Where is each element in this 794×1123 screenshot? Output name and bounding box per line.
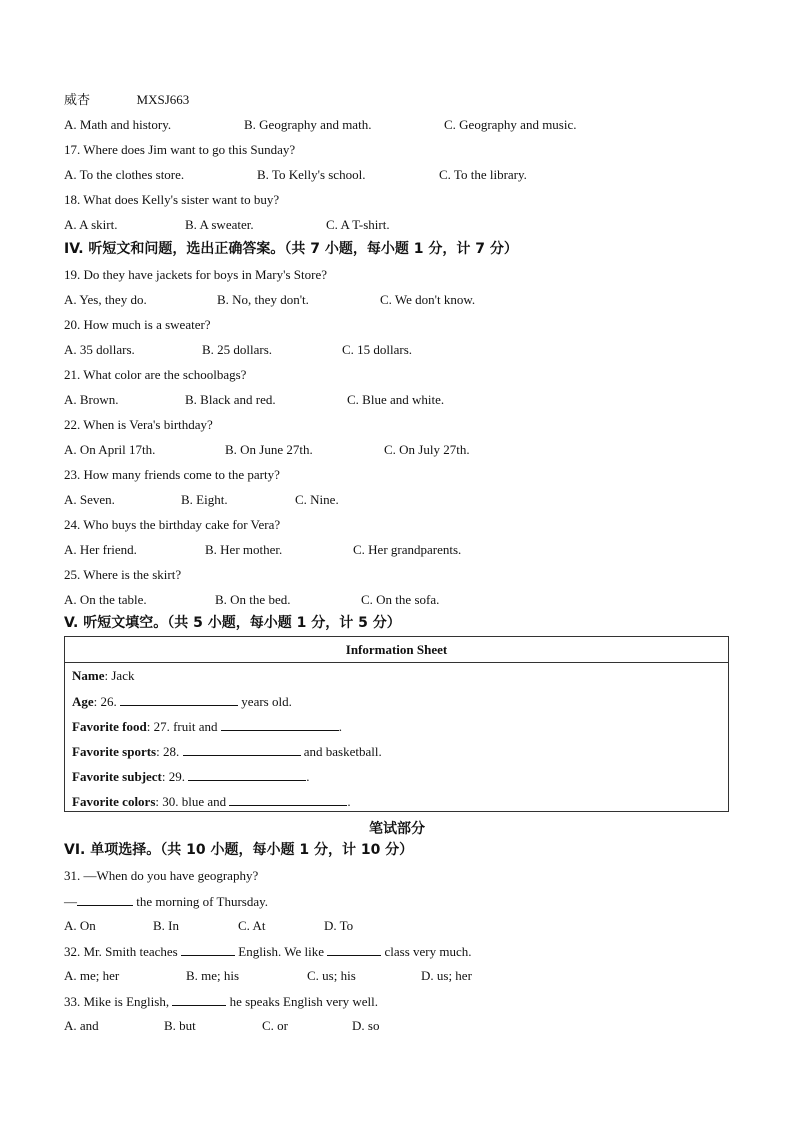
q23-stem: 23. How many friends come to the party?: [64, 467, 280, 482]
q25-option-a: A. On the table.: [64, 592, 147, 607]
q20-stem: 20. How much is a sweater?: [64, 317, 211, 332]
page-header: [64, 92, 189, 108]
q22-options: [64, 442, 744, 458]
header-left: 威杏: [64, 92, 91, 107]
info-age-label: Age: [72, 694, 94, 709]
q33-option-d: D. so: [352, 1018, 380, 1033]
q25-stem: 25. Where is the skirt?: [64, 567, 182, 582]
q24-stem: 24. Who buys the birthday cake for Vera?: [64, 517, 281, 532]
info-age-suffix: years old.: [238, 694, 292, 709]
q16-option-b: B. Geography and math.: [244, 117, 372, 132]
q31-reply: [64, 893, 268, 910]
info-row-age: [72, 693, 292, 710]
blank-32b[interactable]: [327, 943, 381, 956]
q31-option-b: B. In: [153, 918, 179, 933]
q31-option-a: A. On: [64, 918, 96, 933]
q22-option-c: C. On July 27th.: [384, 442, 470, 457]
section-v-title: V. 听短文填空。（共 5 小题，每小题 1 分，计 5 分）: [64, 615, 401, 631]
q22-option-a: A. On April 17th.: [64, 442, 156, 457]
q21-option-b: B. Black and red.: [185, 392, 276, 407]
q33-text-2: he speaks English very well.: [226, 994, 378, 1009]
q32-option-c: C. us; his: [307, 968, 356, 983]
written-part-title: 笔试部分: [369, 821, 425, 837]
info-colors-suffix: .: [347, 794, 351, 809]
q32-option-b: B. me; his: [186, 968, 240, 983]
q31-dash: —: [64, 894, 77, 909]
info-age-number: : 26.: [93, 694, 121, 709]
info-name-label: Name: [72, 668, 105, 683]
q23-option-c: C. Nine.: [295, 492, 339, 507]
blank-26[interactable]: [120, 693, 238, 706]
section-iv-title: IV. 听短文和问题，选出正确答案。（共 7 小题，每小题 1 分，计 7 分）: [64, 241, 518, 257]
info-sports-suffix: and basketball.: [300, 744, 382, 759]
info-subject-label: Favorite subject: [72, 769, 162, 784]
q24-options: [64, 542, 744, 558]
q32-text-1: 32. Mr. Smith teaches: [64, 944, 181, 959]
info-name-value: : Jack: [104, 668, 135, 683]
q23-option-a: A. Seven.: [64, 492, 115, 507]
information-sheet-heading: Information Sheet: [65, 637, 728, 663]
q33-stem: [64, 993, 378, 1010]
information-sheet-table: [64, 636, 729, 812]
q19-stem: 19. Do they have jackets for boys in Mary's Store?: [64, 267, 328, 282]
info-row-subject: [72, 768, 310, 785]
q17-option-a: A. To the clothes store.: [64, 167, 185, 182]
info-row-food: [72, 718, 342, 735]
q17-stem: 17. Where does Jim want to go this Sunday?: [64, 142, 296, 157]
info-row-name: [72, 668, 134, 684]
info-food-suffix: .: [338, 719, 342, 734]
q16-options: [64, 117, 744, 133]
info-food-label: Favorite food: [72, 719, 147, 734]
q18-option-a: A. A skirt.: [64, 217, 118, 232]
q19-option-b: B. No, they don't.: [217, 292, 309, 307]
q19-options: [64, 292, 744, 308]
q31-options: [64, 918, 744, 934]
q17-option-b: B. To Kelly's school.: [257, 167, 366, 182]
q17-option-c: C. To the library.: [439, 167, 527, 182]
info-colors-label: Favorite colors: [72, 794, 156, 809]
info-colors-prefix: : 30. blue and: [155, 794, 230, 809]
q21-stem: 21. What color are the schoolbags?: [64, 367, 247, 382]
info-subject-suffix: .: [306, 769, 310, 784]
info-sports-prefix: : 28.: [156, 744, 183, 759]
q33-option-c: C. or: [262, 1018, 288, 1033]
blank-30[interactable]: [229, 793, 347, 806]
q16-option-a: A. Math and history.: [64, 117, 172, 132]
section-vi-title: VI. 单项选择。（共 10 小题，每小题 1 分，计 10 分）: [64, 842, 414, 858]
blank-27[interactable]: [221, 718, 339, 731]
q25-options: [64, 592, 744, 608]
header-code: MXSJ663: [136, 92, 190, 107]
blank-33[interactable]: [172, 993, 226, 1006]
blank-29[interactable]: [188, 768, 306, 781]
q23-options: [64, 492, 744, 508]
q32-stem: [64, 943, 472, 960]
q33-text-1: 33. Mike is English,: [64, 994, 173, 1009]
q32-option-a: A. me; her: [64, 968, 120, 983]
q33-options: [64, 1018, 744, 1034]
q32-options: [64, 968, 744, 984]
blank-31[interactable]: [77, 893, 133, 906]
blank-32a[interactable]: [181, 943, 235, 956]
q24-option-c: C. Her grandparents.: [353, 542, 462, 557]
q31-stem: 31. —When do you have geography?: [64, 868, 259, 883]
q31-reply-text: the morning of Thursday.: [133, 894, 269, 909]
q20-option-c: C. 15 dollars.: [342, 342, 413, 357]
q18-option-c: C. A T-shirt.: [326, 217, 390, 232]
q18-options: [64, 217, 744, 233]
q20-options: [64, 342, 744, 358]
q32-text-3: class very much.: [381, 944, 472, 959]
q24-option-b: B. Her mother.: [205, 542, 283, 557]
q19-option-a: A. Yes, they do.: [64, 292, 147, 307]
q32-text-2: English. We like: [235, 944, 328, 959]
q21-options: [64, 392, 744, 408]
q21-option-a: A. Brown.: [64, 392, 119, 407]
q16-option-c: C. Geography and music.: [444, 117, 577, 132]
info-food-prefix: : 27. fruit and: [146, 719, 221, 734]
q20-option-a: A. 35 dollars.: [64, 342, 135, 357]
q23-option-b: B. Eight.: [181, 492, 228, 507]
q24-option-a: A. Her friend.: [64, 542, 137, 557]
q21-option-c: C. Blue and white.: [347, 392, 445, 407]
q22-stem: 22. When is Vera's birthday?: [64, 417, 213, 432]
q32-option-d: D. us; her: [421, 968, 472, 983]
info-sports-label: Favorite sports: [72, 744, 157, 759]
q17-options: [64, 167, 744, 183]
q22-option-b: B. On June 27th.: [225, 442, 313, 457]
q19-option-c: C. We don't know.: [380, 292, 476, 307]
q25-option-b: B. On the bed.: [215, 592, 291, 607]
q20-option-b: B. 25 dollars.: [202, 342, 273, 357]
q25-option-c: C. On the sofa.: [361, 592, 440, 607]
q18-stem: 18. What does Kelly's sister want to buy?: [64, 192, 280, 207]
q31-option-c: C. At: [238, 918, 266, 933]
info-subject-prefix: : 29.: [161, 769, 189, 784]
q33-option-a: A. and: [64, 1018, 99, 1033]
info-row-colors: [72, 793, 351, 810]
q31-option-d: D. To: [324, 918, 354, 933]
info-row-sports: [72, 743, 382, 760]
q33-option-b: B. but: [164, 1018, 196, 1033]
q18-option-b: B. A sweater.: [185, 217, 254, 232]
blank-28[interactable]: [183, 743, 301, 756]
